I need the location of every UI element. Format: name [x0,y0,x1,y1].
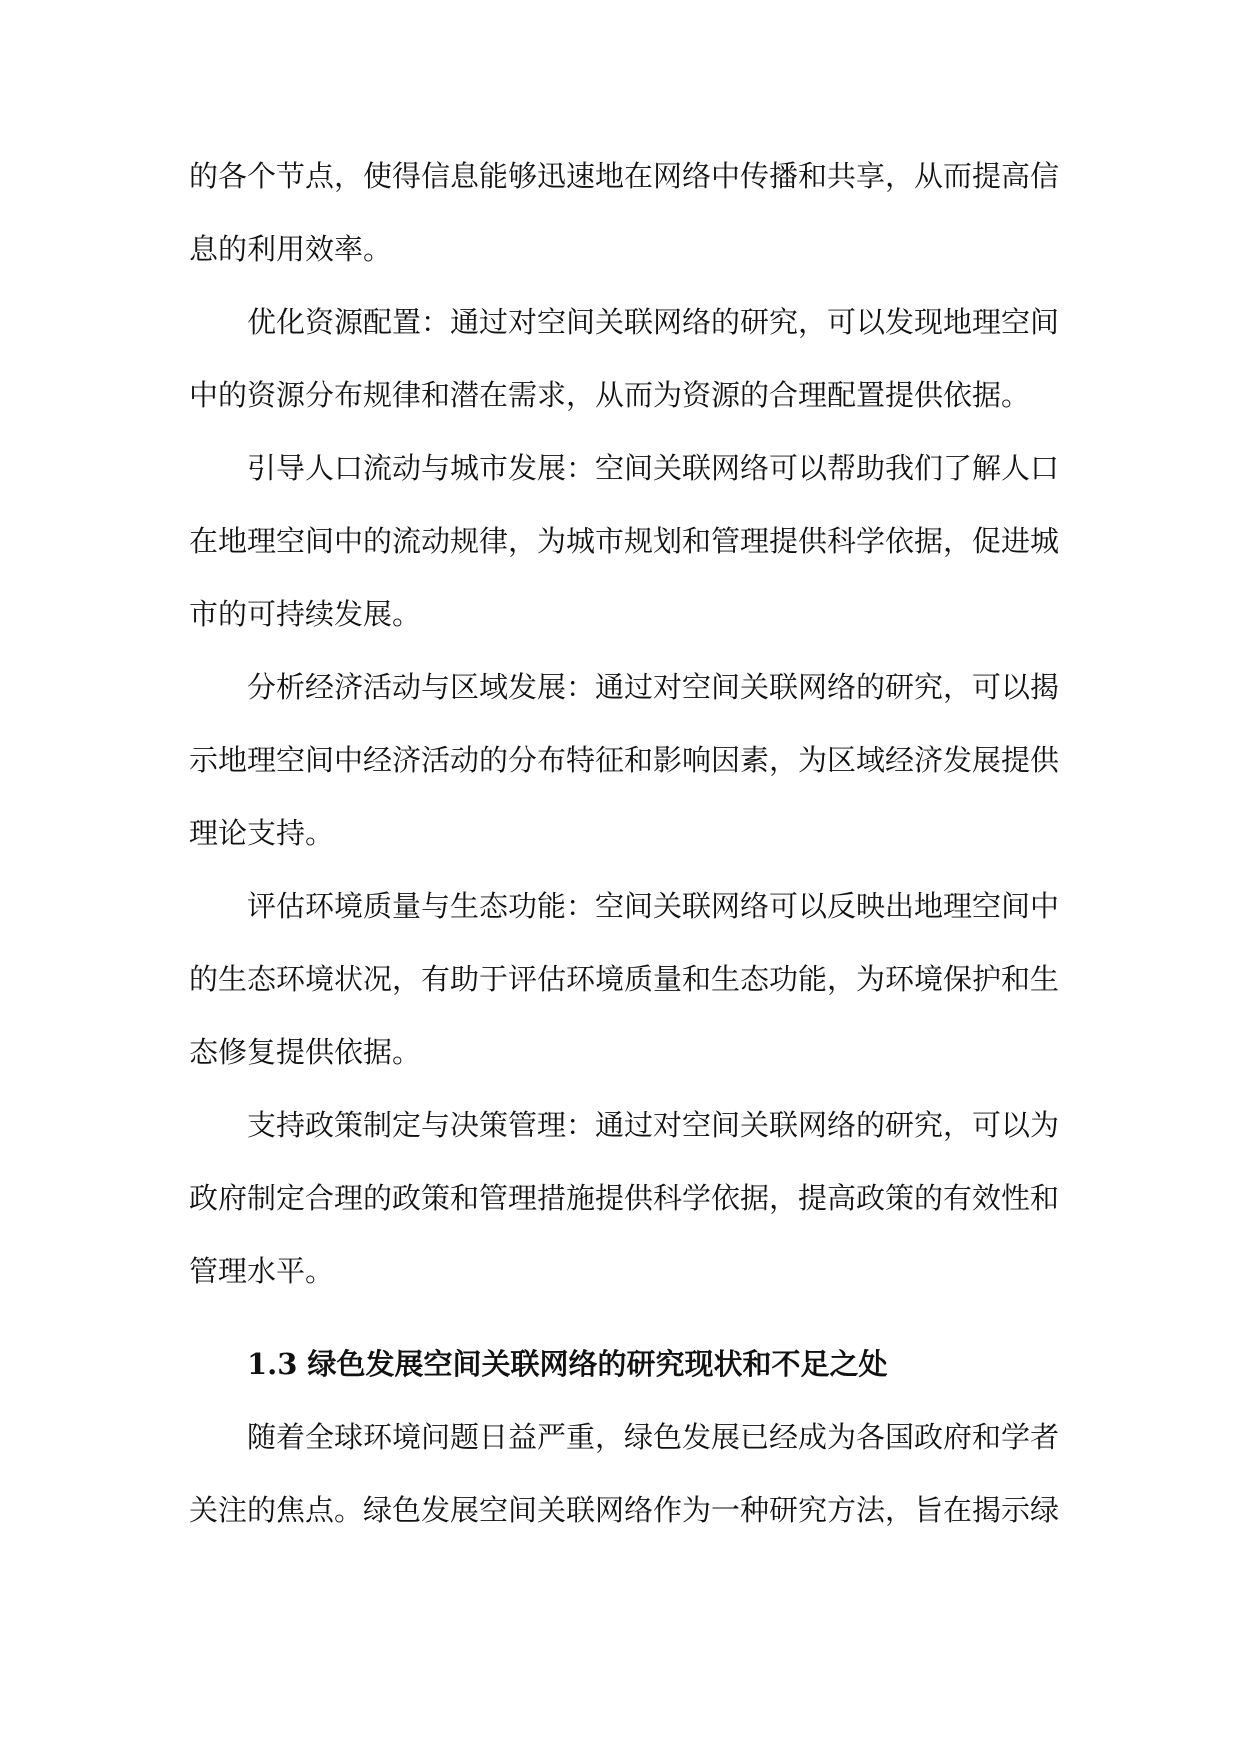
paragraph-line: 关注的焦点。绿色发展空间关联网络作为一种研究方法，旨在揭示绿 [189,1493,1060,1527]
paragraph-line: 示地理空间中经济活动的分布特征和影响因素，为区域经济发展提供 [189,743,1060,777]
paragraph-line: 在地理空间中的流动规律，为城市规划和管理提供科学依据，促进城 [189,524,1060,558]
paragraph-line: 的生态环境状况，有助于评估环境质量和生态功能，为环境保护和生 [189,962,1060,996]
paragraph-line: 市的可持续发展。 [189,597,422,631]
section-heading: 1.3 绿色发展空间关联网络的研究现状和不足之处 [247,1347,888,1381]
paragraph-line: 息的利用效率。 [189,232,393,266]
paragraph-line: 的各个节点，使得信息能够迅速地在网络中传播和共享，从而提高信 [189,159,1060,193]
paragraph-line: 评估环境质量与生态功能：空间关联网络可以反映出地理空间中 [247,889,1060,923]
paragraph-line: 管理水平。 [189,1254,335,1288]
document-body [189,140,1060,1547]
paragraph-line: 理论支持。 [189,816,335,850]
paragraph-line: 分析经济活动与区域发展：通过对空间关联网络的研究，可以揭 [247,670,1060,704]
paragraph-line: 态修复提供依据。 [189,1035,422,1069]
section-spacer [189,1308,1051,1328]
paragraph-line: 政府制定合理的政策和管理措施提供科学依据，提高政策的有效性和 [189,1181,1060,1215]
paragraph-line: 中的资源分布规律和潜在需求，从而为资源的合理配置提供依据。 [189,378,1031,412]
paragraph-line: 优化资源配置：通过对空间关联网络的研究，可以发现地理空间 [247,305,1060,339]
paragraph-line: 随着全球环境问题日益严重，绿色发展已经成为各国政府和学者 [247,1420,1060,1454]
paragraph-line: 引导人口流动与城市发展：空间关联网络可以帮助我们了解人口 [247,451,1060,485]
paragraph-line: 支持政策制定与决策管理：通过对空间关联网络的研究，可以为 [247,1108,1060,1142]
